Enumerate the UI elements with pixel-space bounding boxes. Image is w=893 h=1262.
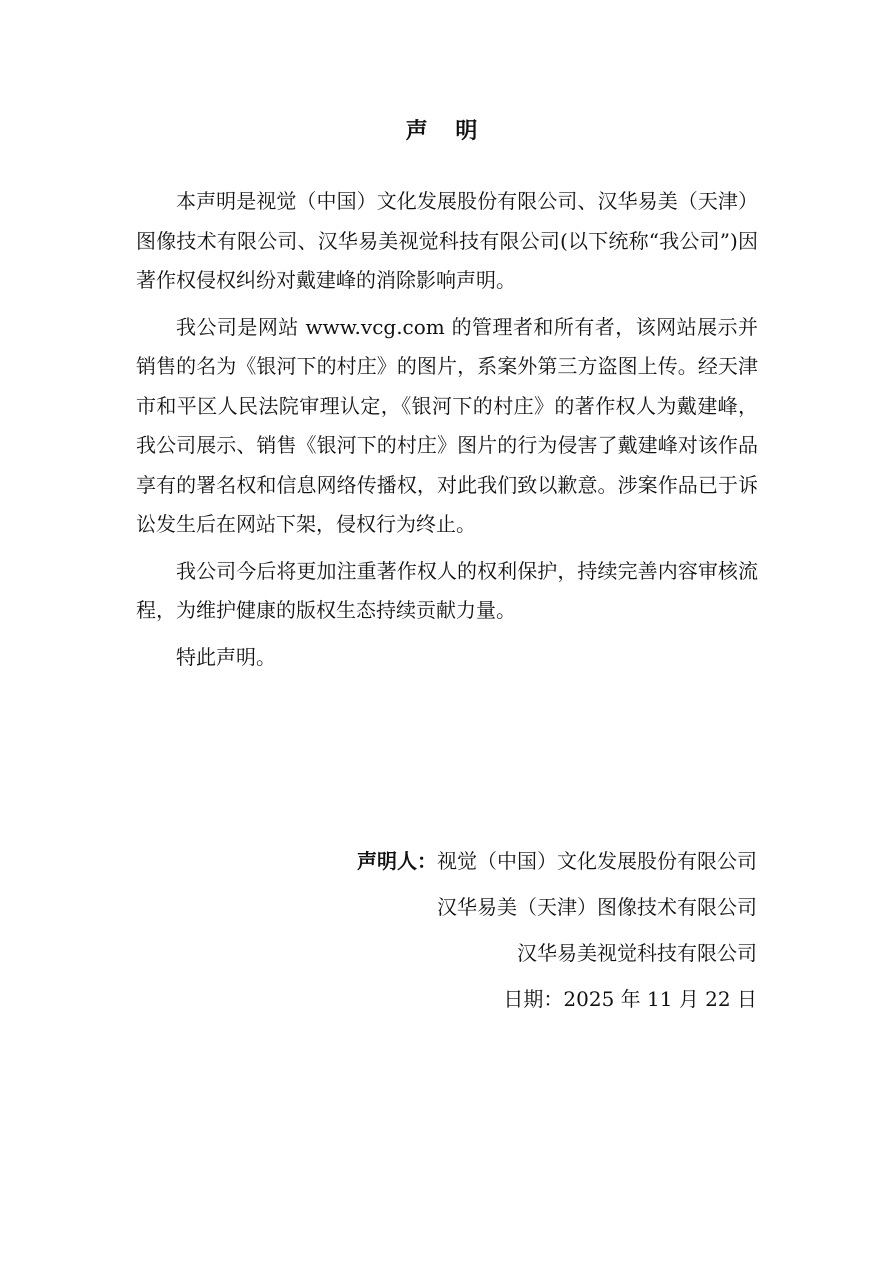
paragraph-facts: 我公司是网站 www.vcg.com 的管理者和所有者，该网站展示并销售的名为《银河下的村庄》的图片，系案外第三方盗图上传。经天津市和平区人民法院审理认定，《银河下的村庄》的著作权人为戴建峰，我公司展示、销售《银河下的村庄》图片的行为侵害了戴建峰对该作品享有的署名权和信息网络传播权，对此我们致以歉意。涉案作品已于诉讼发生后在网站下架，侵权行为终止。 bbox=[136, 314, 758, 536]
signature-block bbox=[197, 838, 757, 1022]
signature-label: 声明人： bbox=[357, 849, 437, 873]
signatory-company-2: 汉华易美（天津）图像技术有限公司 bbox=[437, 895, 757, 919]
signature-line-1 bbox=[197, 838, 757, 884]
document-title: 声 明 bbox=[405, 119, 488, 144]
paragraph-commitment: 我公司今后将更加注重著作权人的权利保护，持续完善内容审核流程，为维护健康的版权生态持续贡献力量。 bbox=[136, 558, 758, 622]
paragraph-intro: 本声明是视觉（中国）文化发展股份有限公司、汉华易美（天津）图像技术有限公司、汉华易美视觉科技有限公司(以下统称“我公司”)因著作权侵权纠纷对戴建峰的消除影响声明。 bbox=[136, 189, 758, 292]
signatory-company-3: 汉华易美视觉科技有限公司 bbox=[517, 941, 757, 965]
paragraph-closing: 特此声明。 bbox=[176, 644, 276, 669]
statement-body bbox=[136, 182, 758, 684]
statement-date: 日期：2025 年 11 月 22 日 bbox=[503, 987, 757, 1011]
signatory-company-1: 视觉（中国）文化发展股份有限公司 bbox=[437, 849, 757, 873]
